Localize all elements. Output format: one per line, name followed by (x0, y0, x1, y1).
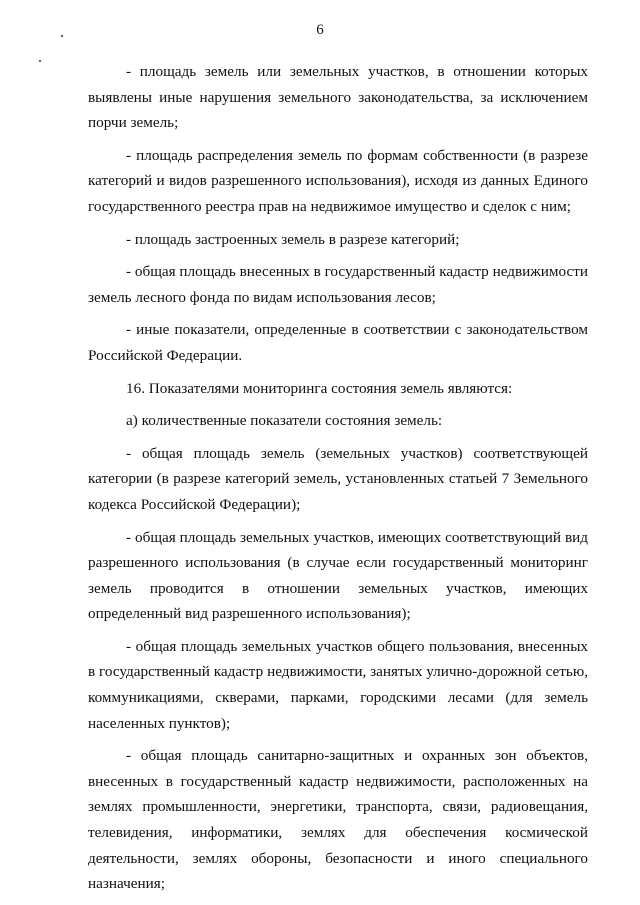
paragraph-area-ownership-forms: - площадь распределения земель по формам собственности (в разрезе категорий и видов разрешенного использования), исходя из данных Единого государственного реестра прав на недвижимое имущество и сделок с ним; (88, 146, 588, 215)
paragraph-permitted-use-area: - общая площадь земельных участков, имеющих соответствующий вид разрешенного использования (в случае если государственный мониторинг земель проводится в отношении земельных участков, имеющих определенный вид разрешенного использования); (88, 528, 588, 623)
scan-speck (61, 35, 63, 37)
paragraph-other-indicators: - иные показатели, определенные в соответствии с законодательством Российской Федерации. (88, 321, 588, 364)
paragraph-quantitative-indicators: а) количественные показатели состояния земель: (126, 412, 443, 430)
paragraph-forest-fund-area: - общая площадь внесенных в государственный кадастр недвижимости земель лесного фонда по видам использования лесов; (88, 263, 588, 306)
scan-speck (39, 60, 41, 62)
paragraph-area-other-violations: - площадь земель или земельных участков, в отношении которых выявлены иные нарушения земельного законодательства, за исключением порчи земель; (88, 63, 588, 132)
paragraph-built-up-area: - площадь застроенных земель в разрезе категорий; (126, 230, 460, 248)
document-body (88, 59, 588, 904)
paragraph-category-area: - общая площадь земель (земельных участков) соответствующей категории (в разрезе категорий земель, установленных статьей 7 Земельного кодекса Российской Федерации); (88, 444, 588, 513)
page-number: 6 (316, 22, 324, 38)
paragraph-public-use-area: - общая площадь земельных участков общего пользования, внесенных в государственный кадастр недвижимости, занятых улично-дорожной сетью, коммуникациями, скверами, парками, городскими лесами (для земель населенных пунктов); (88, 637, 588, 732)
paragraph-protection-zones-area: - общая площадь санитарно-защитных и охранных зон объектов, внесенных в государственный кадастр недвижимости, расположенных на землях промышленности, энергетики, транспорта, связи, радиовещания, телевидения, информатики, землях для обеспечения космической деятельности, землях обороны, безопасности и иного специального назначения; (88, 747, 588, 893)
paragraph-item-16-heading: 16. Показателями мониторинга состояния земель являются: (126, 379, 513, 397)
